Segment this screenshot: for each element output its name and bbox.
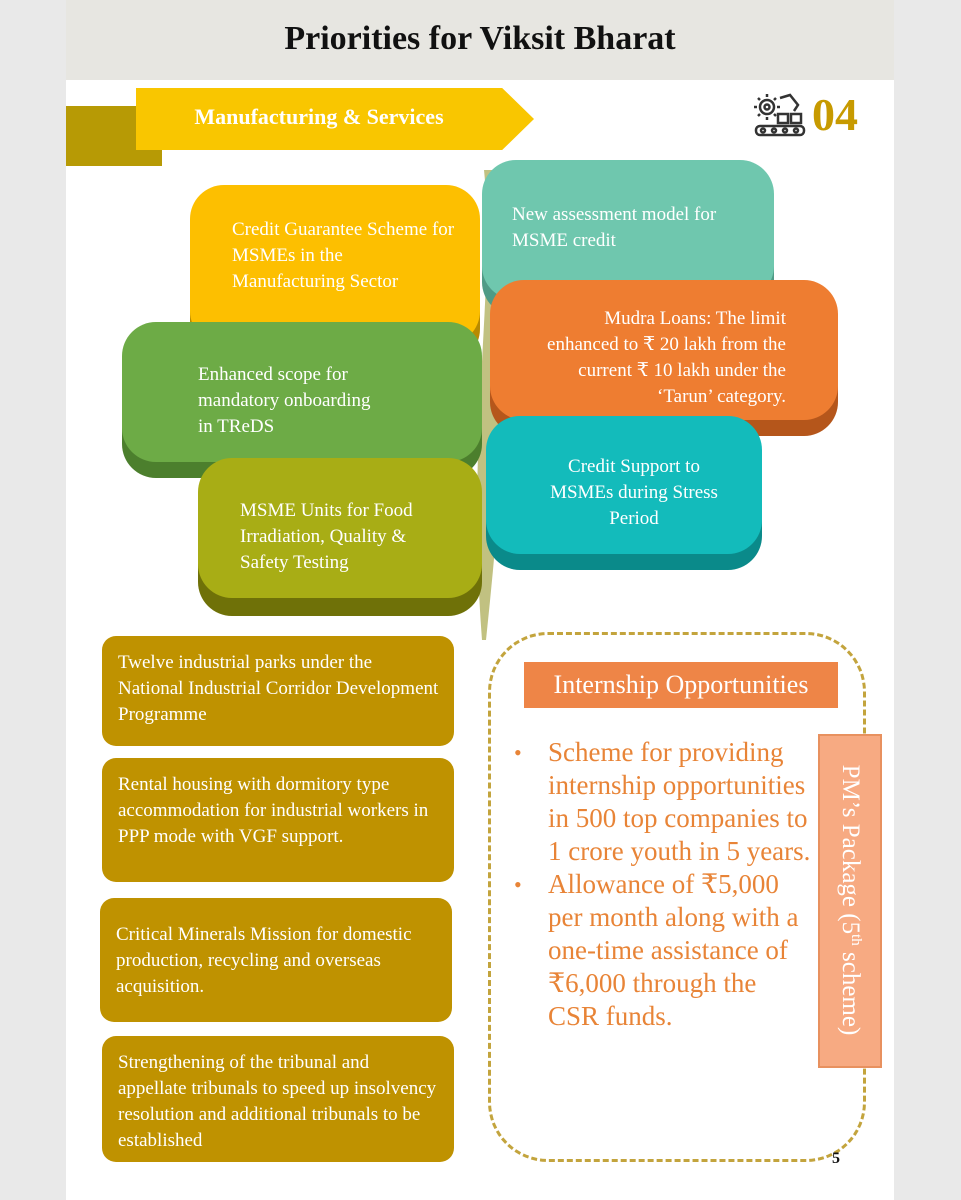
box-tribunals: Strengthening of the tribunal and appellate tribunals to speed up insolvency resolution and additional tribunals to be established [102,1036,454,1162]
pm-package-prefix: PM’s Package (5 [836,764,864,935]
box-rental-housing: Rental housing with dormitory type accommodation for industrial workers in PPP mode with VGF support. [102,758,454,882]
internship-list [514,736,814,1033]
bubble-assessment-model-text: New assessment model for MSME credit [512,204,717,251]
bullet-icon: • [514,740,522,765]
section-number: 04 [812,89,858,140]
bubble-food-text: MSME Units for Food Irradiation, Quality & Safety Testing [240,500,413,573]
bubble-stress-text: Credit Support to MSMEs during Stress Period [550,456,718,529]
pm-package-sup: th [848,934,865,946]
bubble-stress [486,416,762,554]
page-number: 5 [832,1150,840,1167]
bullet-icon: • [514,872,522,897]
box-critical-minerals: Critical Minerals Mission for domestic production, recycling and overseas acquisition. [100,898,452,1022]
list-item [514,736,814,868]
bubble-food [198,458,482,598]
list-item [514,868,814,1033]
internship-heading: Internship Opportunities [524,662,838,708]
internship-point: Scheme for providing internship opportunities in 500 top companies to 1 crore youth in 5 years. [548,737,811,866]
internship-point: Allowance of ₹5,000 per month along with a one-time assistance of ₹6,000 through the CSR funds. [548,869,799,1031]
pm-package-suffix: scheme) [836,945,864,1036]
title-bar [66,0,894,80]
page [66,0,894,1200]
bubble-treds [122,322,482,462]
pm-package-label [836,735,864,1065]
bubble-assessment-model [482,160,774,300]
box-industrial-parks: Twelve industrial parks under the National Industrial Corridor Development Programme [102,636,454,746]
bubble-credit-guarantee [190,185,480,345]
page-title: Priorities for Viksit Bharat [284,20,676,57]
section-label: Manufacturing & Services [194,104,444,129]
robot-arm-conveyor-icon [752,92,808,144]
bubble-credit-guarantee-text: Credit Guarantee Scheme for MSMEs in the Manufacturing Sector [232,219,455,292]
bubble-mudra [490,280,838,420]
bubble-treds-text: Enhanced scope for mandatory onboarding in TReDS [198,364,371,437]
bubble-mudra-text: Mudra Loans: The limit enhanced to ₹ 20 lakh from the current ₹ 10 lakh under the ‘Tarun’ category. [547,308,786,407]
